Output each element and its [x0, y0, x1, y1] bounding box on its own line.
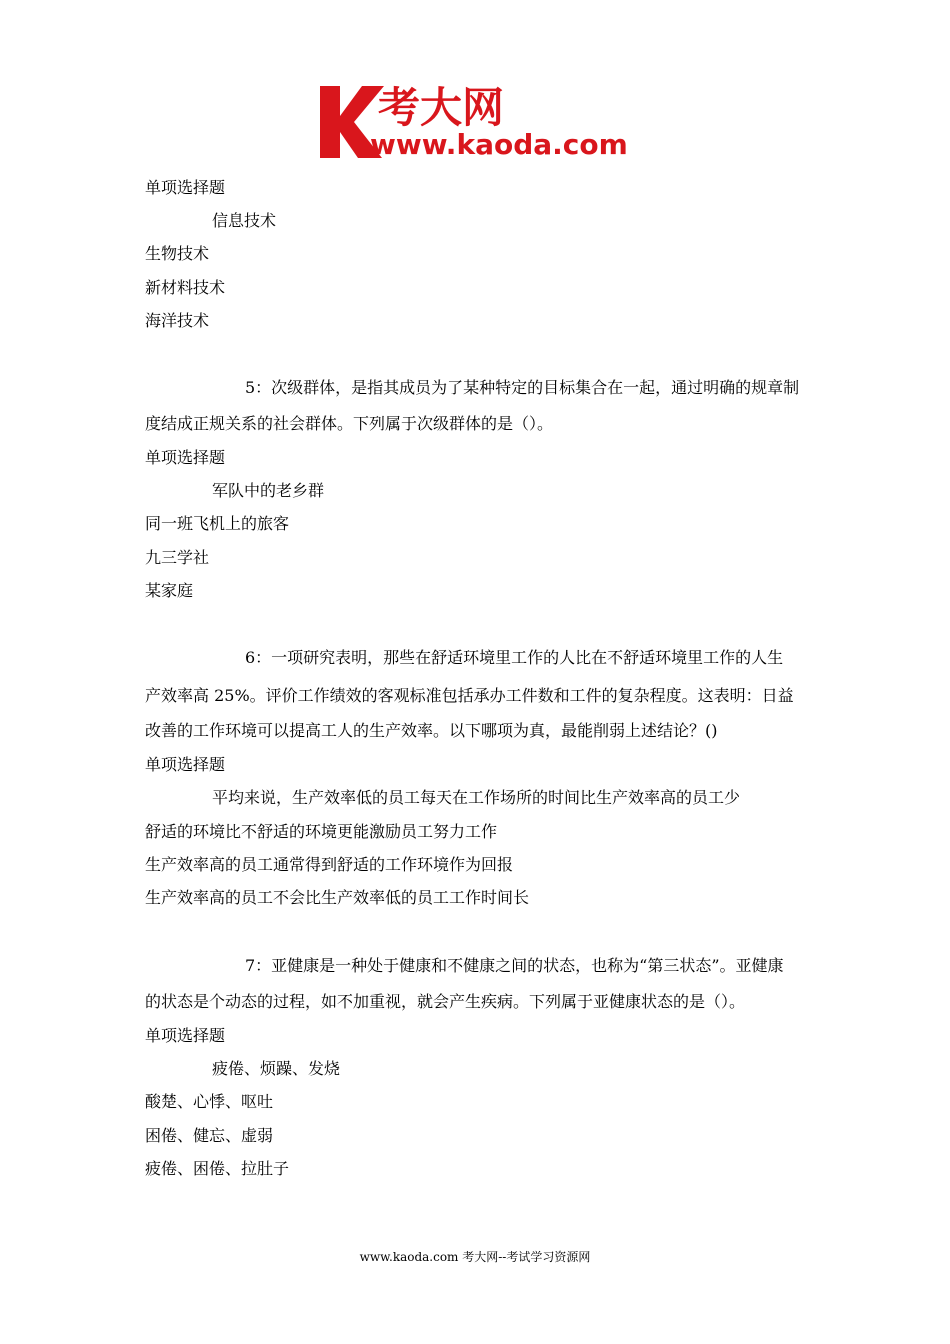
q5-option-c: 九三学社 — [145, 548, 210, 567]
q4-type: 单项选择题 — [145, 178, 226, 197]
q6-option-d: 生产效率高的员工不会比生产效率低的员工工作时间长 — [145, 888, 530, 907]
q7-option-c: 困倦、健忘、虚弱 — [145, 1126, 274, 1145]
q7-stem-line1: 7：亚健康是一种处于健康和不健康之间的状态，也称为“第三状态”。亚健康 — [245, 956, 784, 975]
q4-option-c: 新材料技术 — [145, 278, 226, 297]
logo-name: 考大网 — [378, 83, 505, 132]
q5-option-b: 同一班飞机上的旅客 — [145, 514, 290, 533]
q6-option-a: 平均来说，生产效率低的员工每天在工作场所的时间比生产效率高的员工少 — [212, 788, 741, 807]
q4-option-a: 信息技术 — [212, 211, 277, 230]
q6-stem-line2: 产效率高 25%。评价工作绩效的客观标准包括承办工件数和工件的复杂程度。这表明：日益 — [145, 686, 794, 705]
q6-stem-line1: 6：一项研究表明，那些在舒适环境里工作的人比在不舒适环境里工作的人生 — [245, 648, 784, 667]
question-content — [145, 0, 825, 1240]
q5-option-d: 某家庭 — [145, 581, 194, 600]
page-footer: www.kaoda.com 考大网--考试学习资源网 — [359, 1250, 591, 1264]
q4-option-b: 生物技术 — [145, 244, 210, 263]
q5-option-a: 军队中的老乡群 — [212, 481, 325, 500]
q5-type: 单项选择题 — [145, 448, 226, 467]
q5-stem-line1: 5：次级群体，是指其成员为了某种特定的目标集合在一起，通过明确的规章制 — [245, 378, 800, 397]
q7-type: 单项选择题 — [145, 1026, 226, 1045]
q6-stem-line3: 改善的工作环境可以提高工人的生产效率。以下哪项为真，最能削弱上述结论？() — [145, 721, 718, 740]
q7-stem-line2: 的状态是个动态的过程，如不加重视，就会产生疾病。下列属于亚健康状态的是（）。 — [145, 992, 746, 1011]
q6-option-b: 舒适的环境比不舒适的环境更能激励员工努力工作 — [145, 822, 498, 841]
q7-option-d: 疲倦、困倦、拉肚子 — [145, 1159, 290, 1178]
q6-option-c: 生产效率高的员工通常得到舒适的工作环境作为回报 — [145, 855, 514, 874]
q6-type: 单项选择题 — [145, 755, 226, 774]
q5-stem-line2: 度结成正规关系的社会群体。下列属于次级群体的是（）。 — [145, 414, 554, 433]
q4-option-d: 海洋技术 — [145, 311, 210, 330]
q7-option-a: 疲倦、烦躁、发烧 — [212, 1059, 341, 1078]
logo-url: www.kaoda.com — [370, 128, 628, 160]
q7-option-b: 酸楚、心悸、呕吐 — [145, 1092, 274, 1111]
